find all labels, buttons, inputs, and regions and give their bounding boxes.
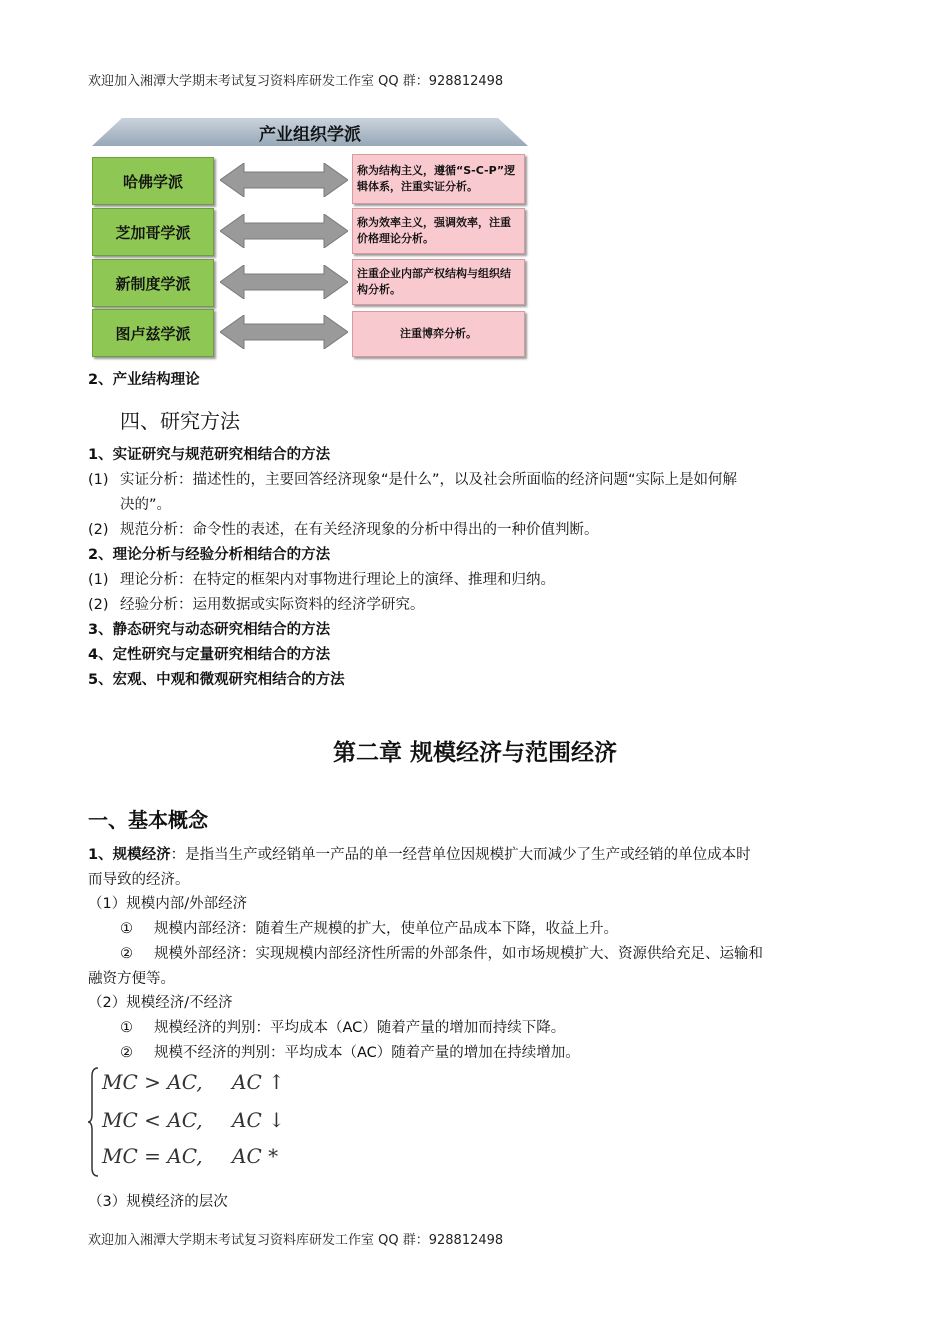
double-arrow-icon [220,163,348,197]
formula-lhs: MC = AC, [102,1144,203,1168]
subitem-number: (1) [88,572,109,588]
list-marker: ② [120,1045,133,1061]
subsection-title: （1）规模内部/外部经济 [88,896,248,912]
subitem-text-continued: 决的”。 [120,497,172,513]
left-brace-icon [88,1066,100,1178]
chapter-title: 第二章 规模经济与范围经济 [332,740,617,766]
list-item-text: 规模不经济的判别：平均成本（AC）随着产量的增加在持续增加。 [154,1045,580,1061]
method-heading: 5、宏观、中观和微观研究相结合的方法 [88,672,345,688]
page-header-note: 欢迎加入湘潭大学期末考试复习资料库研发工作室 QQ 群：928812498 [88,74,504,89]
definition-text: ：是指当生产或经销单一产品的单一经营单位因规模扩大而减少了生产或经销的单位成本时 [170,847,751,863]
section-title-basic-concepts: 一、基本概念 [88,808,208,832]
subitem-text: 理论分析：在特定的框架内对事物进行理论上的演绎、推理和归纳。 [120,572,555,588]
list-item [120,944,880,964]
formula-lhs: MC < AC, [102,1108,203,1132]
section-title: 四、研究方法 [120,409,240,433]
list-item-text-continued: 融资方便等。 [88,971,175,987]
cost-relation-formula [88,1066,288,1178]
school-new-institutional-desc: 注重企业内部产权结构与组织结构分析。 [352,259,525,305]
method-subitem [88,470,868,490]
list-marker: ① [120,921,133,937]
method-heading: 4、定性研究与定量研究相结合的方法 [88,647,331,663]
diagram-title: 产业组织学派 [259,125,361,145]
school-harvard: 哈佛学派 [92,157,214,205]
definition-term: 1、规模经济 [88,847,171,863]
method-subitem [88,520,599,540]
method-heading: 2、理论分析与经验分析相结合的方法 [88,547,331,563]
double-arrow-icon [220,315,348,349]
subitem-number: (2) [88,522,109,538]
subitem-number: (1) [88,472,109,488]
formula-row [102,1070,285,1094]
list-marker: ② [120,946,133,962]
subitem-number: (2) [88,597,109,613]
school-harvard-desc: 称为结构主义，遵循“S-C-P”逻辑体系，注重实证分析。 [352,154,525,204]
method-heading: 3、静态研究与动态研究相结合的方法 [88,622,331,638]
list-item-text: 规模经济的判别：平均成本（AC）随着产量的增加而持续下降。 [154,1020,566,1036]
school-chicago: 芝加哥学派 [92,208,214,256]
double-arrow-icon [220,214,348,248]
definition-text-continued: 而导致的经济。 [88,872,190,888]
formula-row [102,1108,285,1132]
formula-row [102,1144,278,1168]
item-industrial-structure: 2、产业结构理论 [88,372,200,388]
school-toulouse: 图卢兹学派 [92,309,214,357]
double-arrow-icon [220,265,348,299]
subitem-text: 规范分析：命令性的表述，在有关经济现象的分析中得出的一种价值判断。 [120,522,599,538]
definition-scale-economy [88,845,878,865]
school-new-institutional: 新制度学派 [92,259,214,307]
list-marker: ① [120,1020,133,1036]
subitem-text: 经验分析：运用数据或实际资料的经济学研究。 [120,597,425,613]
subsection-title: （3）规模经济的层次 [88,1194,228,1210]
formula-lhs: MC > AC, [102,1070,203,1094]
list-item [120,919,618,939]
school-chicago-desc: 称为效率主义，强调效率，注重价格理论分析。 [352,208,525,254]
list-item-text: 规模内部经济：随着生产规模的扩大，使单位产品成本下降，收益上升。 [154,921,618,937]
subsection-title: （2）规模经济/不经济 [88,995,233,1011]
method-subitem [88,595,425,615]
list-item [120,1043,580,1063]
page-footer-note: 欢迎加入湘潭大学期末考试复习资料库研发工作室 QQ 群：928812498 [88,1233,504,1248]
list-item [120,1018,565,1038]
school-toulouse-desc: 注重博弈分析。 [352,311,525,357]
formula-rhs: AC ↓ [232,1108,285,1132]
method-subitem [88,570,555,590]
subitem-text: 实证分析：描述性的，主要回答经济现象“是什么”，以及社会所面临的经济问题“实际上是如何解 [120,472,738,488]
list-item-text: 规模外部经济：实现规模内部经济性所需的外部条件，如市场规模扩大、资源供给充足、运输和 [154,946,763,962]
formula-rhs: AC * [232,1144,279,1168]
method-heading: 1、实证研究与规范研究相结合的方法 [88,447,331,463]
formula-rhs: AC ↑ [232,1070,285,1094]
